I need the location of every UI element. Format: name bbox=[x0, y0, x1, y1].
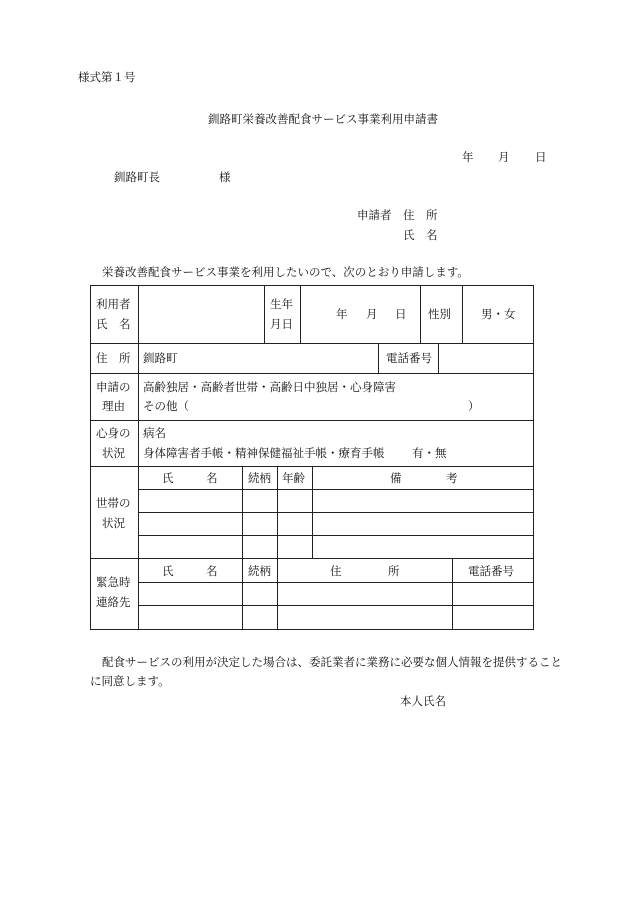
user-label-line1: 利用者 bbox=[96, 297, 131, 311]
form-title: 釧路町栄養改善配食サービス事業利用申請書 bbox=[208, 112, 438, 126]
application-table bbox=[90, 285, 534, 630]
birth-label-line1: 生年 bbox=[270, 297, 293, 311]
emergency-label-line1: 緊急時 bbox=[96, 575, 131, 589]
household-header-name-2: 名 bbox=[206, 471, 218, 485]
emergency-label-line2: 連絡先 bbox=[96, 595, 131, 609]
addressee-name: 釧路町長 bbox=[114, 170, 160, 184]
household-label-line1: 世帯の bbox=[96, 496, 131, 510]
emergency-header-phone: 電話番号 bbox=[468, 564, 514, 578]
health-label-line1: 心身の bbox=[96, 426, 131, 440]
addressee-honorific: 様 bbox=[219, 170, 231, 184]
reason-other-close: ） bbox=[468, 399, 480, 413]
disease-label: 病名 bbox=[143, 426, 166, 440]
applicant-name-label: 氏 名 bbox=[403, 228, 438, 242]
handbooks-text: 身体障害者手帳・精神保健福祉手帳・療育手帳 bbox=[143, 446, 385, 460]
emergency-header-address-1: 住 bbox=[330, 564, 342, 578]
intro-text: 栄養改善配食サービス事業を利用したいので、次のとおり申請します。 bbox=[102, 265, 469, 279]
date-month-label: 月 bbox=[498, 150, 510, 164]
signature-label: 本人氏名 bbox=[400, 694, 446, 708]
address-label: 住 所 bbox=[96, 351, 131, 365]
emergency-header-name-2: 名 bbox=[206, 564, 218, 578]
birth-month-label: 月 bbox=[366, 307, 378, 321]
household-header-remarks-1: 備 bbox=[390, 471, 402, 485]
household-header-name-1: 氏 bbox=[162, 471, 174, 485]
household-header-age: 年齢 bbox=[282, 471, 305, 485]
birth-day-label: 日 bbox=[395, 307, 407, 321]
health-label-line2: 状況 bbox=[102, 446, 125, 460]
reason-label-line1: 申請の bbox=[96, 380, 131, 394]
consent-line-1: 配食サービスの利用が決定した場合は、委託業者に業務に必要な個人情報を提供すること bbox=[102, 655, 562, 669]
date-day-label: 日 bbox=[535, 150, 547, 164]
applicant-label: 申請者 bbox=[357, 208, 392, 222]
emergency-header-name-1: 氏 bbox=[162, 564, 174, 578]
date-year-label: 年 bbox=[462, 150, 474, 164]
household-header-remarks-2: 考 bbox=[446, 471, 458, 485]
handbook-choice: 有・無 bbox=[412, 446, 447, 460]
household-header-relation: 続柄 bbox=[248, 471, 271, 485]
reason-options: 高齢独居・高齢者世帯・高齢日中独居・心身障害 bbox=[143, 380, 396, 394]
gender-options: 男・女 bbox=[481, 307, 516, 321]
address-value: 釧路町 bbox=[143, 351, 178, 365]
consent-line-2: に同意します。 bbox=[90, 674, 170, 688]
phone-label: 電話番号 bbox=[386, 351, 432, 365]
applicant-address-label: 住 所 bbox=[403, 208, 438, 222]
reason-other-label: その他（ bbox=[143, 399, 189, 413]
household-label-line2: 状況 bbox=[102, 516, 125, 530]
form-number: 様式第１号 bbox=[78, 70, 136, 84]
birth-year-label: 年 bbox=[336, 307, 348, 321]
gender-label: 性別 bbox=[428, 307, 451, 321]
user-label-line2: 氏 名 bbox=[96, 317, 131, 331]
emergency-header-relation: 続柄 bbox=[248, 564, 271, 578]
reason-label-line2: 理由 bbox=[102, 399, 125, 413]
emergency-header-address-2: 所 bbox=[388, 564, 400, 578]
birth-label-line2: 月日 bbox=[270, 317, 293, 331]
